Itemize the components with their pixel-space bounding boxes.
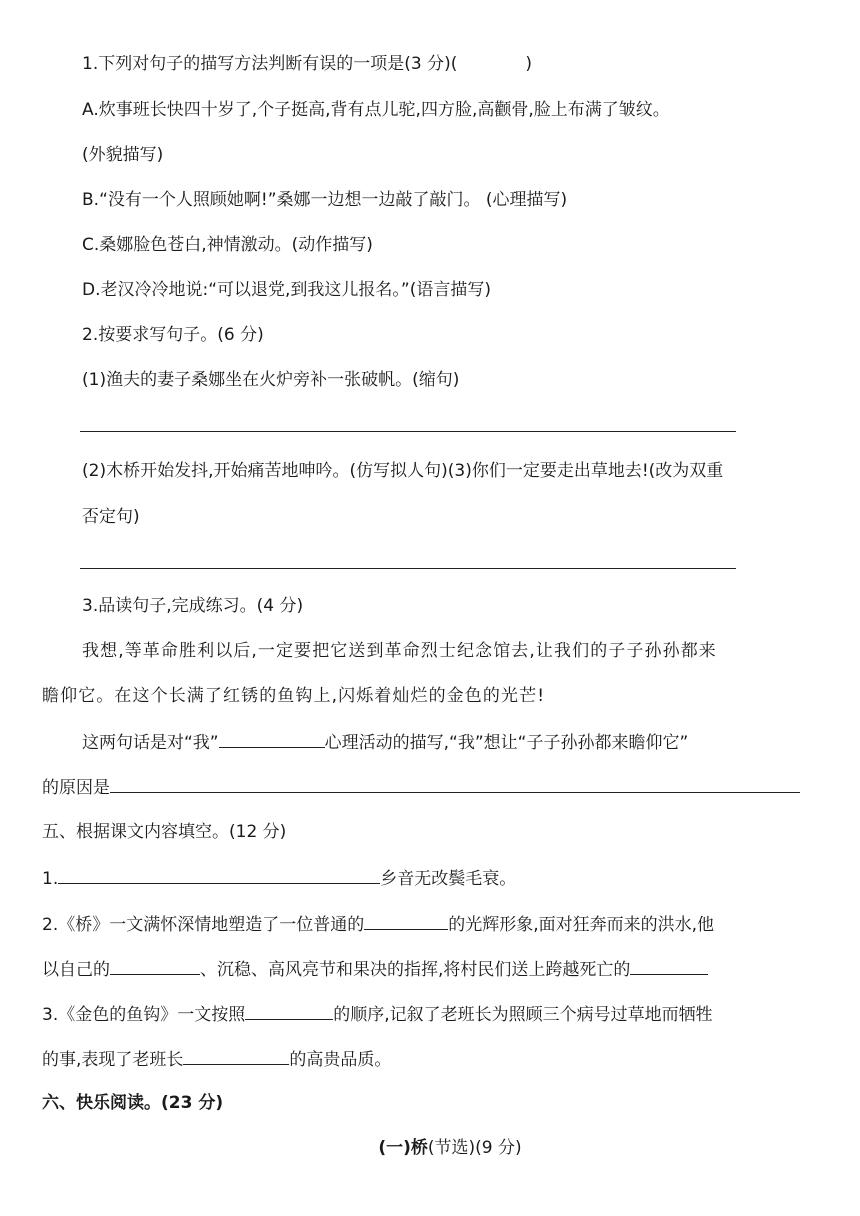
s6-subtitle (0, 1136, 860, 1160)
q3-fill-text-c: 的原因是 (42, 778, 110, 798)
s5-item-3-text-a: 3.《金色的鱼钩》一文按照 (42, 1005, 246, 1025)
s5-item-2-line1 (42, 911, 714, 937)
s6-subtitle-rest: (节选)(9 分) (427, 1138, 522, 1158)
q3-stem: 3.品读句子,完成练习。(4 分) (82, 596, 304, 616)
q3-fill-text-b: 心理活动的描写,“我”想让“子子孙孙都来瞻仰它” (324, 733, 689, 753)
s5-item-3-text-d: 的高贵品质。 (289, 1050, 392, 1070)
s5-item-3-line1 (42, 1001, 713, 1027)
s5-item-1-number: 1. (42, 869, 59, 889)
q1-option-a-line1: A.炊事班长快四十岁了,个子挺高,背有点儿驼,四方脸,高颧骨,脸上布满了皱纹。 (82, 100, 670, 120)
q1-stem: 1.下列对句子的描写方法判断有误的一项是(3 分)( ) (82, 54, 532, 74)
blank-ordinary-person[interactable] (364, 911, 448, 930)
s5-item-2-line2 (42, 956, 708, 982)
q2-sentence-2-line2: 否定句) (82, 507, 140, 527)
s5-item-2-text-a: 2.《桥》一文满怀深情地塑造了一位普通的 (42, 915, 365, 935)
s5-item-3-text-c: 的事,表现了老班长 (42, 1050, 184, 1070)
section-5-title: 五、根据课文内容填空。(12 分) (42, 822, 287, 842)
s5-item-3-text-b: 的顺序,记叙了老班长为照顾三个病号过草地而牺牲 (333, 1005, 713, 1025)
blank-mental-activity[interactable] (219, 729, 325, 748)
s5-item-2-text-d: 、沉稳、高风亮节和果决的指挥,将村民们送上跨越死亡的 (200, 960, 631, 980)
q1-option-d: D.老汉冷冷地说:“可以退党,到我这儿报名。”(语言描写) (82, 280, 492, 300)
answer-line-2[interactable] (80, 568, 736, 569)
q2-sentence-1: (1)渔夫的妻子桑娜坐在火炉旁补一张破帆。(缩句) (82, 370, 460, 390)
s5-item-3-line2 (42, 1046, 391, 1072)
q1-option-a-line2: (外貌描写) (82, 145, 164, 165)
q3-passage-line2: 瞻仰它。在这个长满了红锈的鱼钩上,闪烁着灿烂的金色的光芒! (42, 686, 546, 706)
section-6-title: 六、快乐阅读。(23 分) (42, 1093, 224, 1113)
blank-character[interactable] (183, 1046, 289, 1065)
q3-reason-line (42, 774, 800, 800)
q3-fill-text-a: 这两句话是对“我” (82, 733, 219, 753)
blank-poem-line[interactable] (58, 865, 380, 884)
q2-sentence-2-line1: (2)木桥开始发抖,开始痛苦地呻吟。(仿写拟人句)(3)你们一定要走出草地去!(改为双重 (82, 461, 724, 481)
s5-item-1-text: 乡音无改鬓毛衰。 (380, 869, 517, 889)
s5-item-2-text-b: 的光辉形象,面对狂奔而来的洪水,他 (448, 915, 715, 935)
s6-subtitle-bold: (一)桥 (378, 1138, 428, 1158)
q3-fill-line (82, 729, 688, 755)
q1-option-c: C.桑娜脸色苍白,神情激动。(动作描写) (82, 235, 373, 255)
s5-item-2-text-c: 以自己的 (42, 960, 110, 980)
blank-bridge[interactable] (630, 956, 708, 975)
q3-passage-line1: 我想,等革命胜利以后,一定要把它送到革命烈士纪念馆去,让我们的子子孙孙都来 (82, 641, 717, 661)
q1-option-b: B.“没有一个人照顾她啊!”桑娜一边想一边敲了敲门。 (心理描写) (82, 190, 568, 210)
blank-quality[interactable] (110, 956, 200, 975)
s5-item-1 (42, 865, 516, 891)
q2-stem: 2.按要求写句子。(6 分) (82, 325, 264, 345)
answer-line-1[interactable] (80, 431, 736, 432)
blank-reason[interactable] (110, 774, 800, 793)
blank-order[interactable] (245, 1001, 333, 1020)
